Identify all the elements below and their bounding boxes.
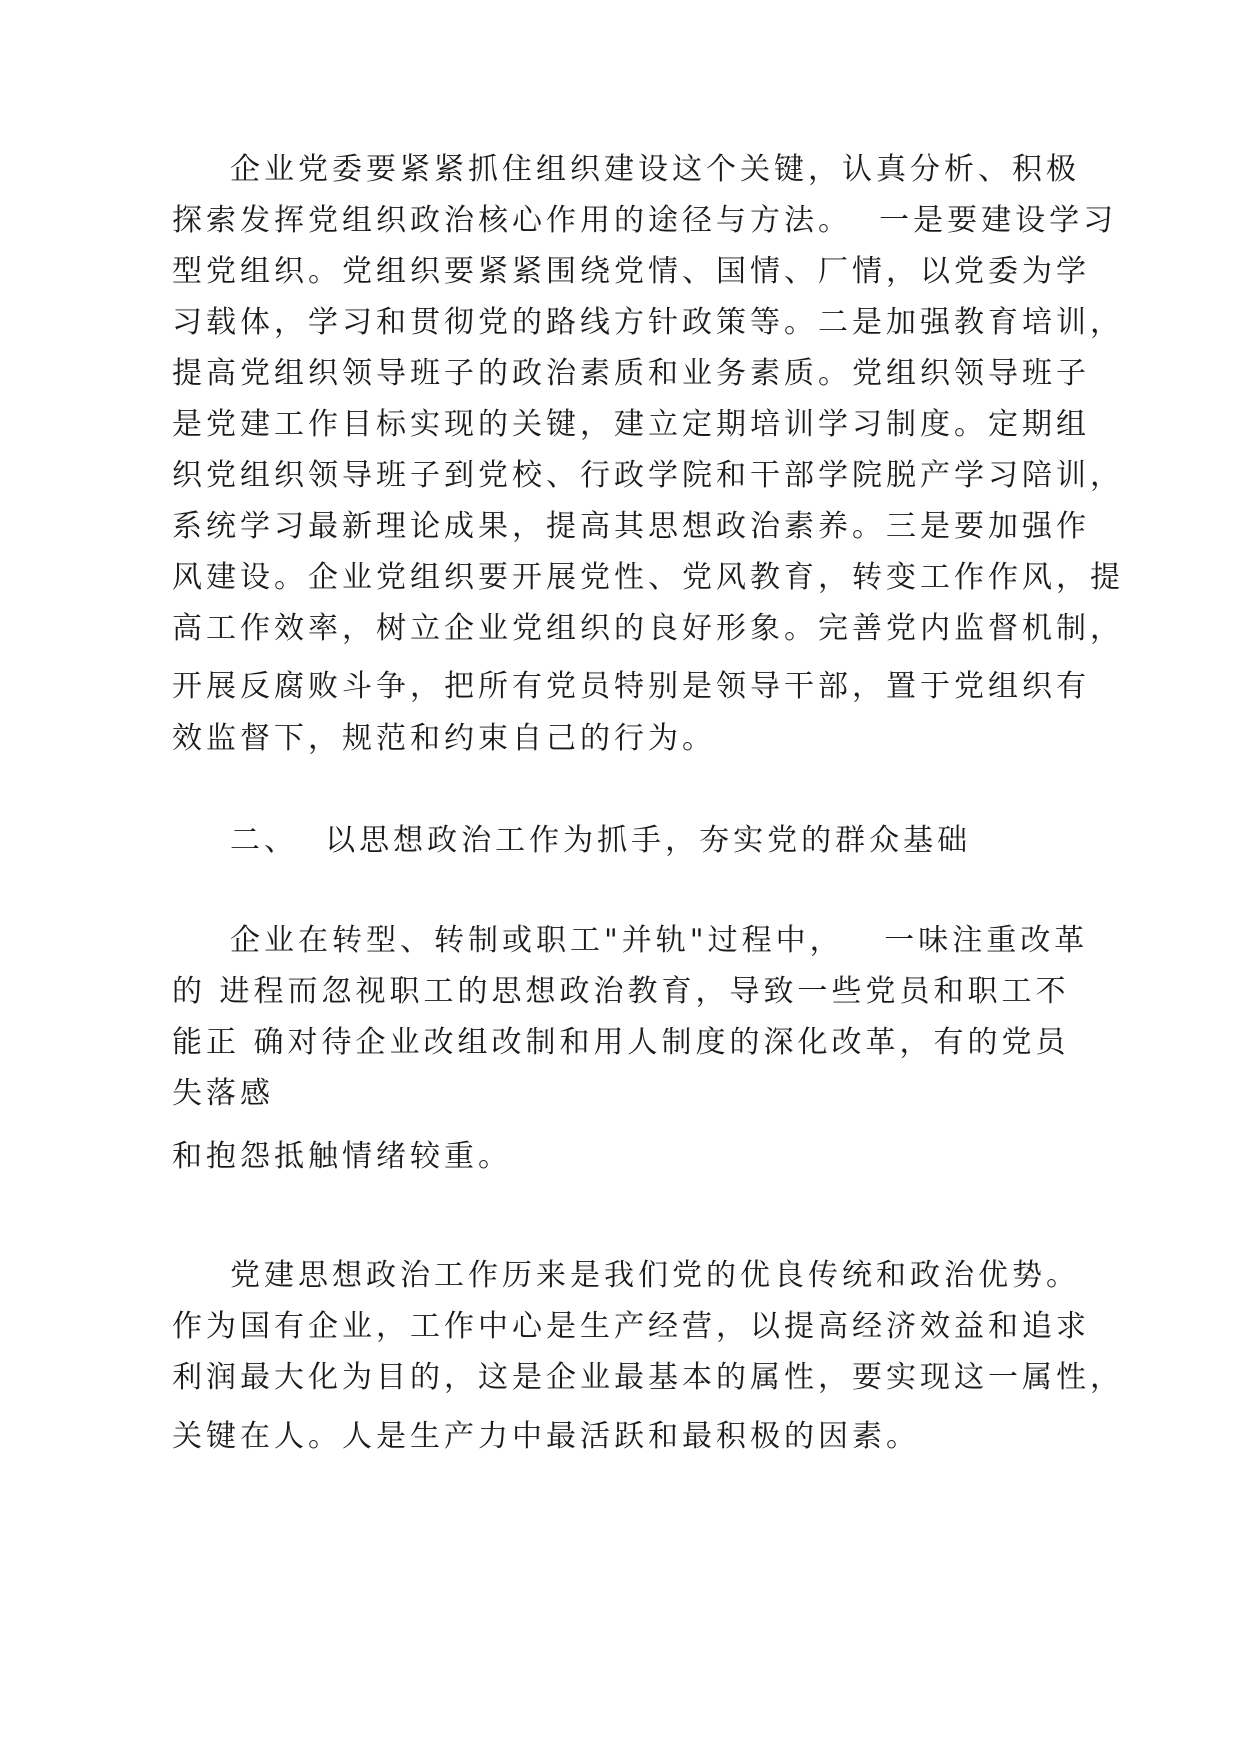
paragraph-line: 关键在人。人是生产力中最活跃和最积极的因素。	[172, 1419, 920, 1454]
paragraph-line: 高工作效率，树立企业党组织的良好形象。完善党内监督机制，	[172, 611, 1124, 646]
paragraph-line: 效监督下，规范和约束自己的行为。	[172, 721, 716, 756]
paragraph-line: 和抱怨抵触情绪较重。	[172, 1139, 512, 1174]
paragraph-line: 风建设。企业党组织要开展党性、党风教育，转变工作作风，提	[172, 560, 1124, 595]
paragraph-line: 党建思想政治工作历来是我们党的优良传统和政治优势。	[230, 1258, 1080, 1293]
paragraph-line: 是党建工作目标实现的关键，建立定期培训学习制度。定期组	[172, 407, 1090, 442]
paragraph-line: 习载体，学习和贯彻党的路线方针政策等。二是加强教育培训，	[172, 305, 1124, 340]
paragraph-line: 利润最大化为目的，这是企业最基本的属性，要实现这一属性，	[172, 1360, 1124, 1395]
paragraph-line: 织党组织领导班子到党校、行政学院和干部学院脱产学习陪训，	[172, 458, 1124, 493]
section-heading: 二、 以思想政治工作为抓手，夯实党的群众基础	[230, 823, 972, 858]
paragraph-line: 企业党委要紧紧抓住组织建设这个关键，认真分析、积极	[230, 152, 1080, 187]
paragraph-line: 作为国有企业，工作中心是生产经营，以提高经济效益和追求	[172, 1309, 1090, 1344]
paragraph-line: 企业在转型、转制或职工"并轨"过程中， 一味注重改革	[230, 923, 1089, 958]
paragraph-line: 能正 确对待企业改组改制和用人制度的深化改革，有的党员	[172, 1025, 1070, 1060]
paragraph-line: 系统学习最新理论成果，提高其思想政治素养。三是要加强作	[172, 509, 1090, 544]
paragraph-line: 的 进程而忽视职工的思想政治教育，导致一些党员和职工不	[172, 974, 1070, 1009]
paragraph-line: 提高党组织领导班子的政治素质和业务素质。党组织领导班子	[172, 356, 1090, 391]
paragraph-line: 型党组织。党组织要紧紧围绕党情、国情、厂情，以党委为学	[172, 254, 1090, 289]
paragraph-line: 探索发挥党组织政治核心作用的途径与方法。 一是要建设学习	[172, 203, 1118, 238]
paragraph-line: 失落感	[172, 1076, 274, 1111]
paragraph-line: 开展反腐败斗争，把所有党员特别是领导干部，置于党组织有	[172, 669, 1090, 704]
